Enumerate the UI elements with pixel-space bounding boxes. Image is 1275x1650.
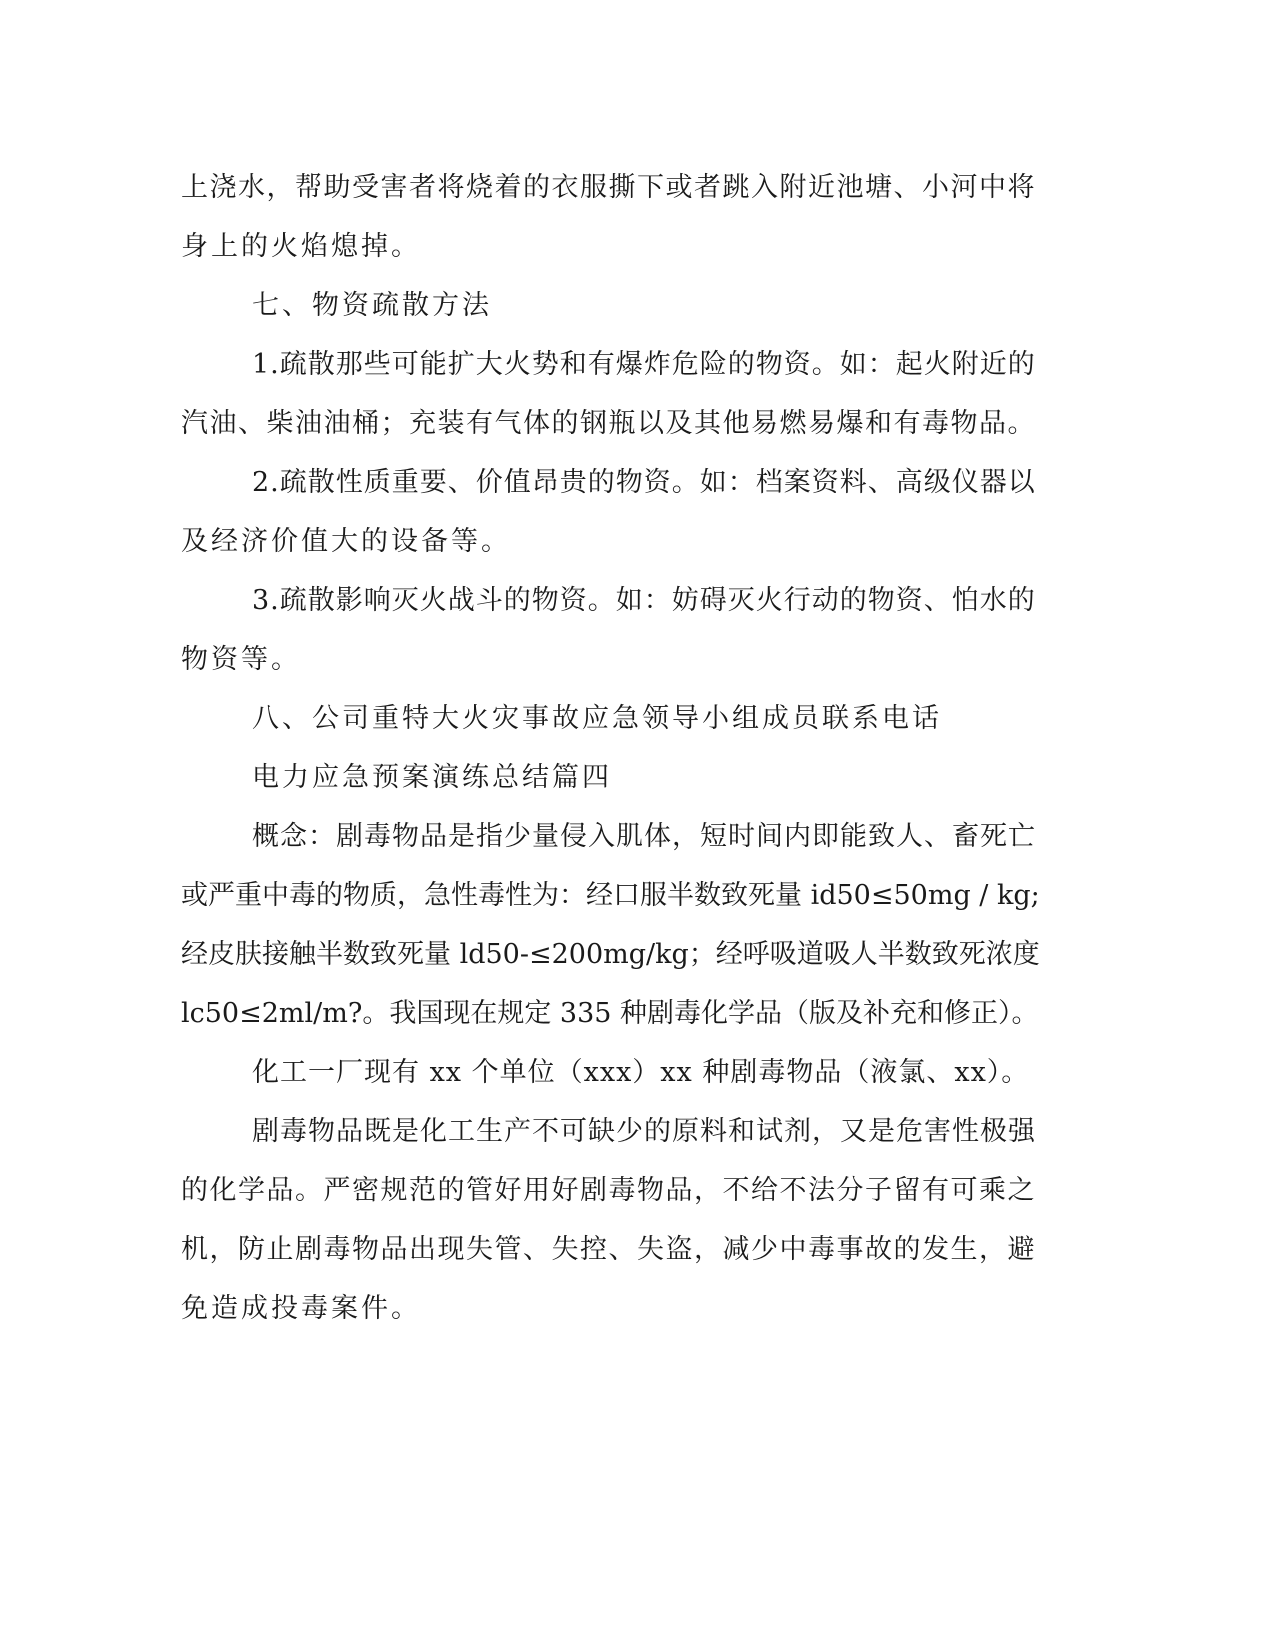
- text-line: 化工一厂现有 xx 个单位（xxx）xx 种剧毒物品（液氯、xx）。: [252, 1057, 1030, 1088]
- text-line: 经皮肤接触半数致死量 ld50-≤200mg/kg；经呼吸道吸人半数致死浓度: [181, 939, 1040, 970]
- section-heading: 七、物资疏散方法: [252, 290, 492, 321]
- text-line: 3.疏散影响灭火战斗的物资。如：妨碍灭火行动的物资、怕水的: [252, 585, 1036, 616]
- text-line: 剧毒物品既是化工生产不可缺少的原料和试剂，又是危害性极强: [252, 1116, 1036, 1147]
- section-heading: 八、公司重特大火灾事故应急领导小组成员联系电话: [252, 703, 942, 734]
- text-line: 2.疏散性质重要、价值昂贵的物资。如：档案资料、高级仪器以: [252, 467, 1036, 498]
- text-line: lc50≤2ml/m?。我国现在规定 335 种剧毒化学品（版及补充和修正）。: [181, 998, 1039, 1029]
- text-line: 物资等。: [181, 644, 301, 675]
- text-line: 机，防止剧毒物品出现失管、失控、失盗，减少中毒事故的发生，避: [181, 1234, 1036, 1265]
- document-body: [181, 158, 1041, 1338]
- text-line: 1.疏散那些可能扩大火势和有爆炸危险的物资。如：起火附近的: [252, 349, 1036, 380]
- text-line: 汽油、柴油油桶；充装有气体的钢瓶以及其他易燃易爆和有毒物品。: [181, 408, 1036, 439]
- text-line: 的化学品。严密规范的管好用好剧毒物品，不给不法分子留有可乘之: [181, 1175, 1036, 1206]
- text-line: 免造成投毒案件。: [181, 1293, 421, 1324]
- text-line: 身上的火焰熄掉。: [181, 231, 421, 262]
- text-line: 或严重中毒的物质，急性毒性为：经口服半数致死量 id50≤50mg / kg;: [181, 880, 1040, 911]
- text-line: 概念：剧毒物品是指少量侵入肌体，短时间内即能致人、畜死亡: [252, 821, 1036, 852]
- chapter-title: 电力应急预案演练总结篇四: [252, 762, 612, 793]
- text-line: 上浇水，帮助受害者将烧着的衣服撕下或者跳入附近池塘、小河中将: [181, 172, 1036, 203]
- text-line: 及经济价值大的设备等。: [181, 526, 511, 557]
